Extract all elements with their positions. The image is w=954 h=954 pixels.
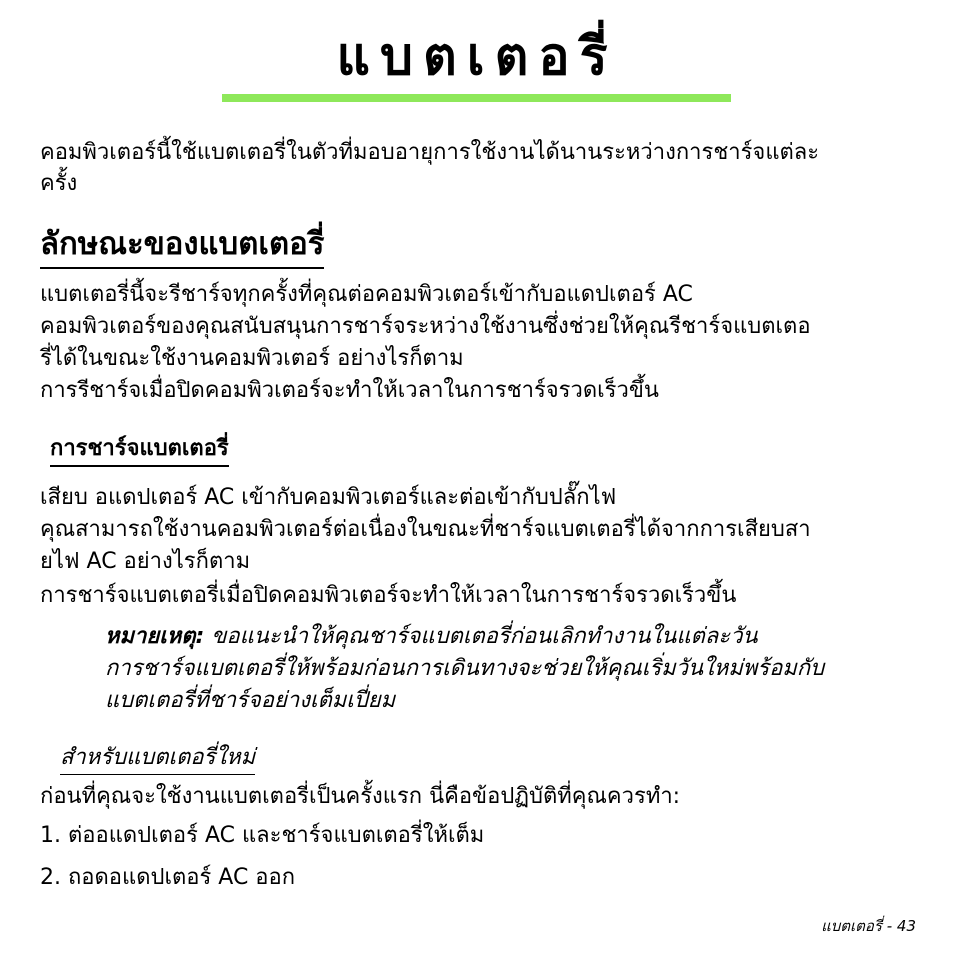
new-battery-step-2: 2. ถอดอแดปเตอร์ AC ออก	[40, 865, 296, 890]
intro-line-2: ครั้ง	[40, 171, 78, 196]
section-line-4: การรีชาร์จเมื่อปิดคอมพิวเตอร์จะทำให้เวลาในการชาร์จรวดเร็วขึ้น	[40, 378, 659, 403]
section-heading-battery-characteristics: ลักษณะของแบตเตอรี่	[40, 222, 324, 269]
charging-line-2: คุณสามารถใช้งานคอมพิวเตอร์ต่อเนื่องในขณะที่ชาร์จแบตเตอรี่ได้จากการเสียบสา	[40, 517, 811, 542]
page-footer: แบตเตอรี่ - 43	[821, 917, 916, 935]
new-battery-intro: ก่อนที่คุณจะใช้งานแบตเตอรี่เป็นครั้งแรก นี่คือข้อปฏิบัติที่คุณควรทำ:	[40, 784, 681, 809]
title-underline-bar	[222, 94, 731, 102]
charging-line-3: ยไฟ AC อย่างไรก็ตาม	[40, 549, 251, 574]
new-battery-step-1: 1. ต่ออแดปเตอร์ AC และชาร์จแบตเตอรี่ให้เต็ม	[40, 823, 485, 848]
note-label: หมายเหตุ:	[105, 624, 205, 649]
note-line-3: แบตเตอรี่ที่ชาร์จอย่างเต็มเปี่ยม	[105, 688, 396, 713]
note-line-1	[105, 621, 925, 653]
note-block	[105, 621, 925, 717]
section-line-3: รี่ได้ในขณะใช้งานคอมพิวเตอร์ อย่างไรก็ตาม	[40, 346, 464, 371]
section-line-2: คอมพิวเตอร์ของคุณสนับสนุนการชาร์จระหว่างใช้งานซึ่งช่วยให้คุณรีชาร์จแบตเตอ	[40, 314, 811, 339]
intro-line-1: คอมพิวเตอร์นี้ใช้แบตเตอรี่ในตัวที่มอบอายุการใช้งานได้นานระหว่างการชาร์จแต่ละ	[40, 140, 820, 165]
subheading-charging-battery: การชาร์จแบตเตอรี่	[50, 433, 229, 467]
section-line-1: แบตเตอรี่นี้จะรีชาร์จทุกครั้งที่คุณต่อคอมพิวเตอร์เข้ากับอแดปเตอร์ AC	[40, 282, 693, 307]
page-title: แบตเตอรี่	[336, 27, 618, 87]
note-line-2: การชาร์จแบตเตอรี่ให้พร้อมก่อนการเดินทางจะช่วยให้คุณเริ่มวันใหม่พร้อมกับ	[105, 656, 825, 681]
note-text-1: ขอแนะนำให้คุณชาร์จแบตเตอรี่ก่อนเลิกทำงานในแต่ละวัน	[204, 624, 758, 649]
charging-line-1: เสียบ อแดปเตอร์ AC เข้ากับคอมพิวเตอร์และต่อเข้ากับปลั๊กไฟ	[40, 485, 617, 510]
subheading-new-battery: สำหรับแบตเตอรี่ใหม่	[60, 742, 255, 775]
charging-line-4: การชาร์จแบตเตอรี่เมื่อปิดคอมพิวเตอร์จะทำให้เวลาในการชาร์จรวดเร็วขึ้น	[40, 583, 737, 608]
